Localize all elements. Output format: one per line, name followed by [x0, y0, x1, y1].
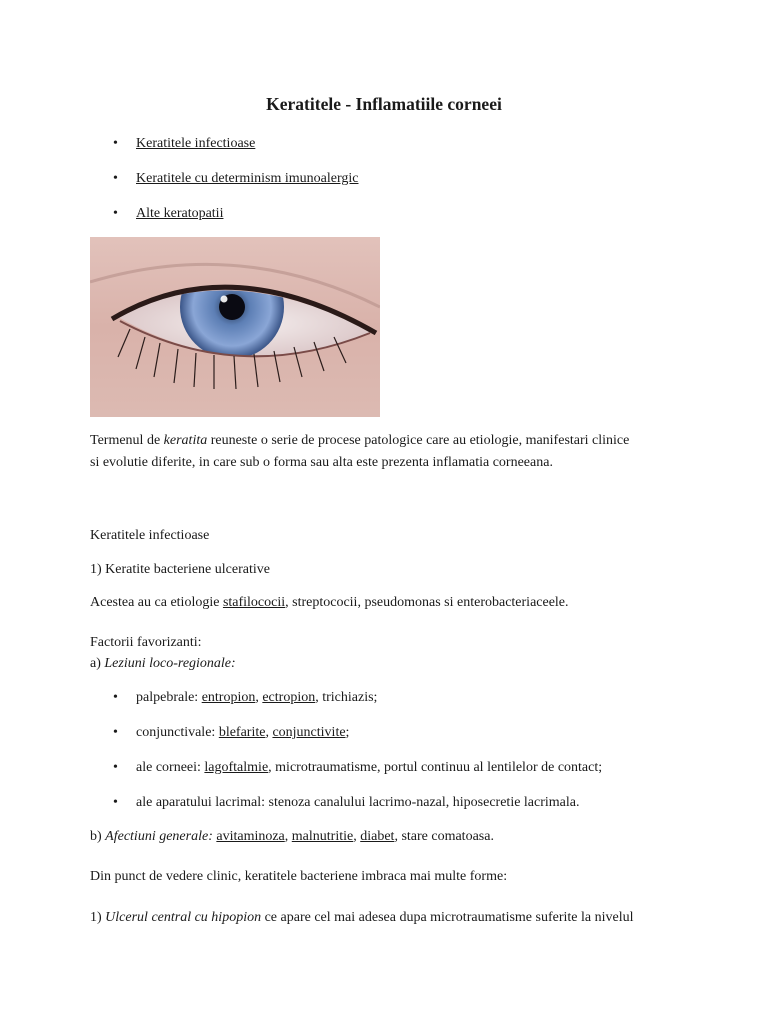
toc-link-imunoalergic[interactable]: Keratitele cu determinism imunoalergic	[136, 171, 359, 186]
link-avitaminoza[interactable]: avitaminoza	[216, 829, 285, 844]
bullet: •	[113, 760, 118, 775]
general-conditions-line: b) Afectiuni generale: avitaminoza, malnutritie, diabet, stare comatoasa.	[90, 829, 494, 844]
intro-line-1: Termenul de keratita reuneste o serie de procese patologice care au etiologie, manifestari clinice	[90, 433, 630, 448]
toc-link-infectioase[interactable]: Keratitele infectioase	[136, 136, 256, 151]
list-item-cornea: ale corneei: lagoftalmie, microtraumatisme, portul continuu al lentilelor de contact;	[136, 760, 603, 775]
intro-line-2: si evolutie diferite, in care sub o forma sau alta este prezenta inflamatia corneeana.	[90, 455, 553, 470]
bullet: •	[113, 725, 118, 740]
bullet: •	[113, 171, 118, 186]
link-diabet[interactable]: diabet	[360, 829, 395, 844]
subsection-heading: 1) Keratite bacteriene ulcerative	[90, 562, 270, 577]
link-conjunctivite[interactable]: conjunctivite	[272, 725, 346, 740]
list-item-lacrimal: ale aparatului lacrimal: stenoza canalului lacrimo-nazal, hiposecretie lacrimala.	[136, 795, 580, 810]
eye-image	[90, 237, 380, 417]
page-title: Keratitele - Inflamatiile corneei	[266, 94, 502, 114]
section-heading: Keratitele infectioase	[90, 528, 210, 543]
list-item-conjunctival: conjunctivale: blefarite, conjunctivite;	[136, 725, 350, 740]
bullet: •	[113, 136, 118, 151]
etiology-line: Acestea au ca etiologie stafilococii, streptococii, pseudomonas si enterobacteriaceele.	[90, 595, 569, 610]
link-malnutritie[interactable]: malnutritie	[291, 829, 354, 844]
bullet: •	[113, 795, 118, 810]
link-entropion[interactable]: entropion	[201, 690, 256, 705]
list-item-palpebral: palpebrale: entropion, ectropion, trichiazis;	[136, 690, 378, 705]
clinical-intro: Din punct de vedere clinic, keratitele bacteriene imbraca mai multe forme:	[90, 869, 508, 884]
link-stafilococii[interactable]: stafilococii	[222, 595, 286, 610]
factors-heading: Factorii favorizanti:	[90, 635, 202, 650]
bullet: •	[113, 690, 118, 705]
bullet: •	[113, 206, 118, 221]
link-blefarite[interactable]: blefarite	[218, 725, 266, 740]
toc-link-alte[interactable]: Alte keratopatii	[136, 206, 224, 221]
local-lesions-heading: a) Leziuni loco-regionale:	[90, 656, 236, 671]
ulcer-line: 1) Ulcerul central cu hipopion ce apare cel mai adesea dupa microtraumatisme suferite la nivelul	[90, 910, 634, 925]
link-lagoftalmie[interactable]: lagoftalmie	[204, 760, 269, 775]
link-ectropion[interactable]: ectropion	[262, 690, 316, 705]
